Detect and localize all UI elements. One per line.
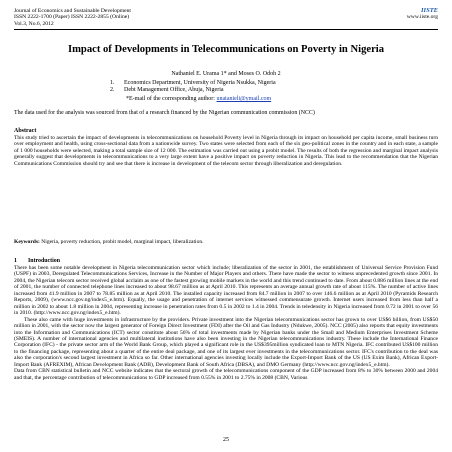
header-divider — [14, 29, 438, 30]
affiliation-number: 2. — [110, 87, 115, 94]
paper-authors: Nathaniel E. Urama 1* and Moses O. Odoh 2 — [171, 71, 281, 77]
journal-name: Journal of Economics and Sustainable Development — [14, 8, 131, 14]
abstract-heading: Abstract — [14, 128, 37, 134]
journal-brand — [318, 8, 438, 21]
affiliation-number: 1. — [110, 80, 115, 86]
section-body — [14, 265, 438, 381]
affiliation-item — [110, 87, 400, 94]
body-paragraph: These also came with huge investments in infrastructure by the providers. Private investment into the Nigerian telecommunications sector has grown to over US$6 billion, from US$50 million in 2001, with the sector now the largest generator of Foreign Direct Investment (FDI) after the Oil and Gas Industry (Ndukwe, 2005). NCC (2005) also reports that equity investments into the Information and Communications (ICT) sector constitute about 56% of total investments made by Nigerian banks under the Small and Medium Enterprises Investment Scheme (SMEIS). A number of international agencies and multilateral institutions have also been investing in the Nigerian telecommunications industry. These include the International Finance Corporation (IFC) - the private sector arm of the World Bank Group, which played a significant role in the US$395million syndicated loan to MTN Nigeria. IFC contributed US$100 million to the financing package, representing about a quarter of the entire deal package, and one of its largest ever investments in the telecommunications sector. IFC's contribution to the deal was also the corporation's second largest investment in Africa so far. Other international agencies investing locally include the Export-Import Bank of the US (US Exim Bank), African Export-Import Bank (AFREXIM), African Development Bank (ADB), Development Bank of South Africa (DBSA), and DMO Germany (http://www.ncc.gov.ng/index5_e.htm). — [14, 316, 438, 368]
iiste-logo: IISTE — [421, 7, 438, 14]
keywords — [14, 239, 438, 245]
body-paragraph: Data from CBN statistical bulletin and NCC website indicates that the sectoral growth of the telecommunications component of the GDP increased from 8% to 30% between 2000 and 2004 and that, the percentage contribution of telecommunications to GDP increased from 0.55% in 2001 to 2.75% in 2008 (CBN, Various — [14, 368, 438, 381]
paper-title: Impact of Developments in Telecommunications on Poverty in Nigeria — [67, 44, 385, 55]
email-label: *E-mail of the corresponding author: — [126, 96, 215, 102]
abstract-text: This study tried to ascertain the impact of developments in telecommunications on household Poverty level in Nigeria through its impact on household per capita income, small business turn over employment and health, using cross-sectional data from a nationwide survey. Two states were selected from each of the six geo-political zones in the country and in each state, a sample of 1 000 households were selected, making a total sample size of 12 000. The estimation was carried out using a probit model. The results of both the regression and marginal impact analysis generally suggest that developments in telecommunications to a very large extent have a positive impact on poverty reduction in Nigeria. This lead to the recommendation that the Nigerian Communications Commission should try and see that there is increase in development of the telecom sector through liberalization and deregulation. — [14, 135, 438, 167]
affiliation-text: Economics Department, University of Nigeria Nsukka, Nigeria — [124, 80, 276, 86]
journal-url[interactable]: www.iiste.org — [406, 14, 438, 21]
affiliations — [110, 80, 400, 95]
keywords-text: Nigeria, poverty reduction, probit model, marginal impact, liberalization. — [41, 239, 204, 245]
affiliation-text: Debt Management Office, Abuja, Nigeria — [124, 87, 224, 94]
keywords-label: Keywords: — [14, 239, 40, 245]
journal-info — [14, 8, 274, 27]
data-source-note: The data used for the analysis was sourced from that of a research financed by the Nigerian communication commission (NCC) — [14, 110, 315, 116]
body-paragraph: There has been some notable development in Nigeria telecommunication sector which include; liberalization of the sector in 2001, the establishment of Universal Service Provision Fund (USPF) in 2003, Deregulated Telecommunications Services, Increase in the Number of Major Players and others. There have made the sector to witness unprecedented growth since 2001. In 2004, the Nigerian telecom sector received global acclaim as one of the fastest growing mobile markets in the world and this trend continued to date. From about 0.886 million lines at the end of 2001, the number of connected telephone lines increased to about 98.67 million as at April 2010. This represents an average annual growth rate of about 115%. The number of active lines increased from 41.9 million in 2007 to 78.85 million as at April 2010. The installed capacity increased from 84.7 million in 2007 to over 146.6 million as at April 2010 (Pyramids Research Reports, 2009), (www.ncc.gov.ng/index5_e.htm). Equally, the usage and penetration of internet services witnessed commensurate growth. Internet users increased from less than half a million in 2002 to about 1.8 million in 2004, representing increase in penetration rates from 0.5 in 2002 to 1.4 in 2004. Trends in teledensity in Nigeria increased from 0.72 in 2001 to over 56 in 2010. (http://www.ncc.gov.ng/index5_e.htm). — [14, 265, 438, 317]
section-number: 1 — [14, 258, 17, 264]
email-link[interactable]: unatanieli@ymail.com — [216, 96, 272, 102]
corresponding-email — [126, 96, 271, 102]
section-heading — [14, 258, 60, 264]
journal-volume: Vol.3, No.6, 2012 — [14, 20, 54, 27]
journal-issn: ISSN 2222-1700 (Paper) ISSN 2222-2855 (Online) — [14, 14, 130, 21]
page-number: 25 — [223, 437, 229, 443]
section-title: Introduction — [28, 258, 60, 264]
